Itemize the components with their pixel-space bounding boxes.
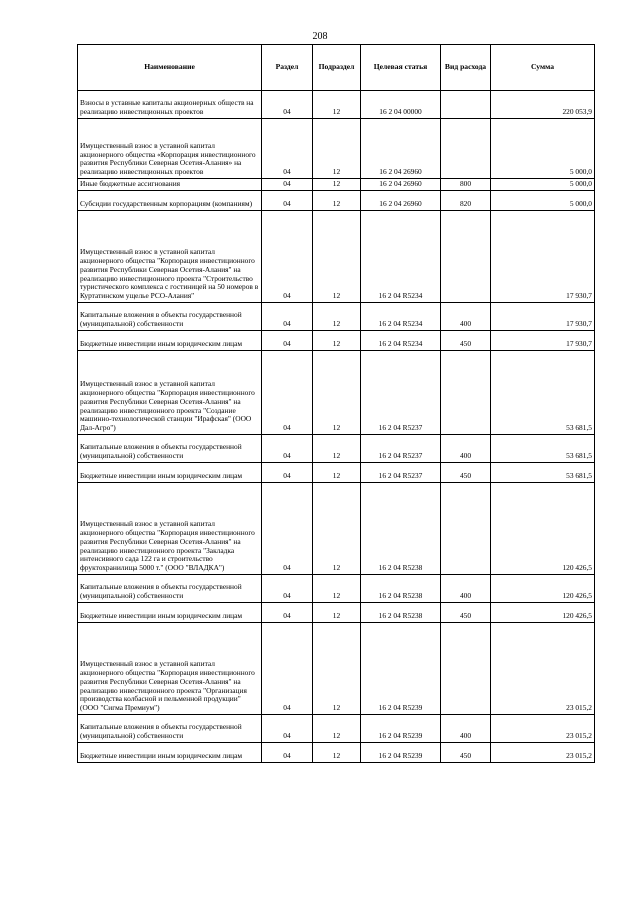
row-amount: 17 930,7 (491, 211, 595, 303)
row-section: 04 (262, 91, 313, 119)
header-target: Целевая статья (361, 45, 441, 91)
table-row (78, 743, 595, 763)
row-subsection: 12 (313, 575, 361, 603)
table-row (78, 575, 595, 603)
row-expense-type: 820 (441, 191, 491, 211)
row-section: 04 (262, 483, 313, 575)
row-amount: 17 930,7 (491, 303, 595, 331)
row-expense-type (441, 351, 491, 435)
row-name: Имущественный взнос в уставной капитал акционерного общества «Корпорация инвестиционного развития Республики Северная Осетия-Алания» на реализацию инвестиционных проектов (78, 119, 262, 179)
row-name: Бюджетные инвестиции иным юридическим лицам (78, 743, 262, 763)
row-section: 04 (262, 351, 313, 435)
row-amount: 120 426,5 (491, 575, 595, 603)
row-subsection: 12 (313, 435, 361, 463)
row-amount: 220 053,9 (491, 91, 595, 119)
row-section: 04 (262, 119, 313, 179)
row-amount: 23 015,2 (491, 743, 595, 763)
row-target: 16 2 04 00000 (361, 91, 441, 119)
row-section: 04 (262, 463, 313, 483)
table-row (78, 179, 595, 191)
row-name: Бюджетные инвестиции иным юридическим лицам (78, 603, 262, 623)
table-body (78, 91, 595, 763)
table-row (78, 211, 595, 303)
row-target: 16 2 04 R5237 (361, 463, 441, 483)
row-target: 16 2 04 R5234 (361, 211, 441, 303)
row-target: 16 2 04 R5239 (361, 715, 441, 743)
row-target: 16 2 04 R5238 (361, 603, 441, 623)
table-row (78, 463, 595, 483)
table-row (78, 623, 595, 715)
row-expense-type (441, 91, 491, 119)
row-subsection: 12 (313, 743, 361, 763)
table-row (78, 483, 595, 575)
row-target: 16 2 04 R5238 (361, 575, 441, 603)
row-name: Иные бюджетные ассигнования (78, 179, 262, 191)
row-expense-type (441, 211, 491, 303)
row-section: 04 (262, 743, 313, 763)
header-subsection: Подраздел (313, 45, 361, 91)
row-amount: 5 000,0 (491, 179, 595, 191)
row-target: 16 2 04 R5234 (361, 331, 441, 351)
table-row (78, 435, 595, 463)
row-target: 16 2 04 26960 (361, 119, 441, 179)
row-expense-type: 400 (441, 715, 491, 743)
row-subsection: 12 (313, 351, 361, 435)
row-section: 04 (262, 575, 313, 603)
row-expense-type (441, 119, 491, 179)
row-section: 04 (262, 435, 313, 463)
table-row (78, 351, 595, 435)
budget-table (77, 44, 595, 763)
row-subsection: 12 (313, 715, 361, 743)
header-name: Наименование (78, 45, 262, 91)
row-amount: 5 000,0 (491, 191, 595, 211)
row-name: Имущественный взнос в уставной капитал акционерного общества "Корпорация инвестиционного развития Республики Северная Осетия-Алания" на реализацию инвестиционного проекта "Организация производства колбасной и пельменной продукции" (ООО "Сигма Премиум") (78, 623, 262, 715)
row-target: 16 2 04 R5237 (361, 435, 441, 463)
page-number: 208 (312, 31, 328, 42)
row-subsection: 12 (313, 623, 361, 715)
table-row (78, 91, 595, 119)
table-row (78, 303, 595, 331)
row-target: 16 2 04 R5238 (361, 483, 441, 575)
row-name: Бюджетные инвестиции иным юридическим лицам (78, 463, 262, 483)
table-row (78, 119, 595, 179)
table-row (78, 603, 595, 623)
row-amount: 53 681,5 (491, 435, 595, 463)
row-subsection: 12 (313, 303, 361, 331)
row-section: 04 (262, 179, 313, 191)
row-subsection: 12 (313, 211, 361, 303)
row-section: 04 (262, 303, 313, 331)
row-amount: 23 015,2 (491, 623, 595, 715)
header-expense-type: Вид расхода (441, 45, 491, 91)
table-row (78, 715, 595, 743)
row-name: Имущественный взнос в уставной капитал акционерного общества "Корпорация инвестиционного развития Республики Северная Осетия-Алания" на реализацию инвестиционного проекта "Создание машинно-технологической станции "Ирафская" (ООО Дал-Агро") (78, 351, 262, 435)
row-expense-type: 450 (441, 463, 491, 483)
table-header-row (78, 45, 595, 91)
row-amount: 23 015,2 (491, 715, 595, 743)
row-subsection: 12 (313, 91, 361, 119)
row-subsection: 12 (313, 603, 361, 623)
row-amount: 53 681,5 (491, 463, 595, 483)
row-name: Бюджетные инвестиции иным юридическим лицам (78, 331, 262, 351)
row-amount: 17 930,7 (491, 331, 595, 351)
row-target: 16 2 04 R5237 (361, 351, 441, 435)
row-name: Имущественный взнос в уставной капитал акционерного общества "Корпорация инвестиционного развития Республики Северная Осетия-Алания" на реализацию инвестиционного проекта "Строительство туристического комплекса с гостиницей на 50 номеров в Куртатинском ущелье РСО-Алания" (78, 211, 262, 303)
table-row (78, 191, 595, 211)
row-subsection: 12 (313, 483, 361, 575)
row-section: 04 (262, 603, 313, 623)
row-name: Имущественный взнос в уставной капитал акционерного общества "Корпорация инвестиционного развития Республики Северная Осетия-Алания" на реализацию инвестиционного проекта "Закладка интенсивного сада 122 га и строительство фруктохранилища 5000 т." (ООО "ВЛАДКА") (78, 483, 262, 575)
row-subsection: 12 (313, 331, 361, 351)
header-amount: Сумма (491, 45, 595, 91)
row-expense-type: 400 (441, 575, 491, 603)
row-subsection: 12 (313, 191, 361, 211)
row-expense-type (441, 623, 491, 715)
row-expense-type: 450 (441, 743, 491, 763)
row-section: 04 (262, 623, 313, 715)
row-expense-type: 800 (441, 179, 491, 191)
row-amount: 120 426,5 (491, 603, 595, 623)
row-target: 16 2 04 R5239 (361, 743, 441, 763)
row-name: Капитальные вложения в объекты государственной (муниципальной) собственности (78, 435, 262, 463)
row-expense-type (441, 483, 491, 575)
row-subsection: 12 (313, 463, 361, 483)
row-name: Капитальные вложения в объекты государственной (муниципальной) собственности (78, 715, 262, 743)
row-name: Субсидии государственным корпорациям (компаниям) (78, 191, 262, 211)
row-name: Взносы в уставные капиталы акционерных обществ на реализацию инвестиционных проектов (78, 91, 262, 119)
row-amount: 5 000,0 (491, 119, 595, 179)
row-name: Капитальные вложения в объекты государственной (муниципальной) собственности (78, 575, 262, 603)
row-amount: 53 681,5 (491, 351, 595, 435)
row-section: 04 (262, 191, 313, 211)
header-section: Раздел (262, 45, 313, 91)
row-target: 16 2 04 26960 (361, 179, 441, 191)
row-section: 04 (262, 211, 313, 303)
row-expense-type: 400 (441, 435, 491, 463)
row-target: 16 2 04 R5234 (361, 303, 441, 331)
row-expense-type: 450 (441, 603, 491, 623)
row-target: 16 2 04 26960 (361, 191, 441, 211)
row-amount: 120 426,5 (491, 483, 595, 575)
table-row (78, 331, 595, 351)
row-expense-type: 450 (441, 331, 491, 351)
row-subsection: 12 (313, 179, 361, 191)
row-name: Капитальные вложения в объекты государственной (муниципальной) собственности (78, 303, 262, 331)
row-subsection: 12 (313, 119, 361, 179)
row-section: 04 (262, 715, 313, 743)
row-target: 16 2 04 R5239 (361, 623, 441, 715)
row-expense-type: 400 (441, 303, 491, 331)
row-section: 04 (262, 331, 313, 351)
